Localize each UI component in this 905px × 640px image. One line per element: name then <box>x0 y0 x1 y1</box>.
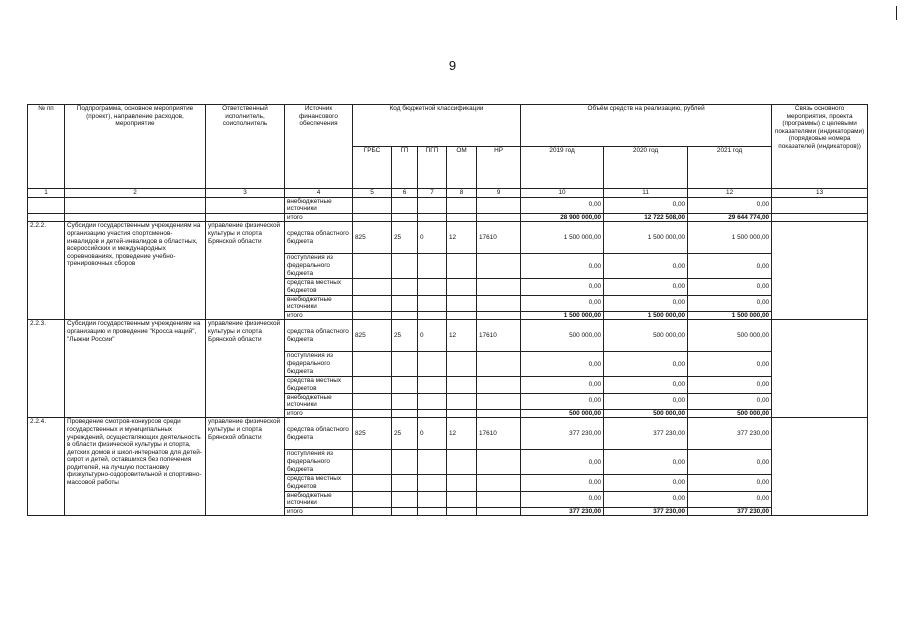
column-number: 6 <box>392 189 418 198</box>
column-number: 7 <box>418 189 447 198</box>
source-cell: итого <box>285 213 353 222</box>
source-cell: поступления из федерального бюджета <box>285 254 353 279</box>
amount-2020: 0,00 <box>604 197 688 213</box>
source-cell: средства областного бюджета <box>285 222 353 254</box>
source-cell: итого <box>285 507 353 516</box>
column-number: 3 <box>206 189 285 198</box>
source-cell: средства местных бюджетов <box>285 475 353 491</box>
code-nr: 17610 <box>477 418 521 450</box>
amount-2020: 0,00 <box>604 450 688 475</box>
total-2021: 29 644 774,00 <box>688 213 772 222</box>
budget-table <box>27 104 868 516</box>
section-executor: управление физической культуры и спорта Брянской области <box>206 418 285 516</box>
amount-2020: 0,00 <box>604 393 688 409</box>
amount-2019: 377 230,00 <box>521 418 604 450</box>
amount-2019: 0,00 <box>521 197 604 213</box>
amount-2021: 0,00 <box>688 450 772 475</box>
amount-2019: 500 000,00 <box>521 320 604 352</box>
table-row <box>28 418 868 450</box>
amount-2021: 0,00 <box>688 352 772 377</box>
header-grbs: ГРБС <box>353 147 392 189</box>
section-name: Субсидии государственным учреждениям на организацию участия спортсменов-инвалидов и детей-инвалидов в областных, всероссийских и международных соревнованиях, проведение учебно-тренировочных сборов <box>65 222 206 320</box>
amount-2020: 500 000,00 <box>604 320 688 352</box>
header-source: Источник финансового обеспечения <box>285 105 353 189</box>
amount-2020: 1 500 000,00 <box>604 222 688 254</box>
section-name: Субсидии государственным учреждениям на организацию и проведение "Кросса наций", "Лыжни России" <box>65 320 206 418</box>
code-nr: 17610 <box>477 222 521 254</box>
header-program: Подпрограмма, основное мероприятие (проект), направление расходов, мероприятие <box>65 105 206 189</box>
amount-2019: 0,00 <box>521 450 604 475</box>
section-executor: управление физической культуры и спорта Брянской области <box>206 222 285 320</box>
total-2020: 12 722 508,00 <box>604 213 688 222</box>
code-om: 12 <box>447 418 477 450</box>
column-number: 9 <box>477 189 521 198</box>
amount-2020: 0,00 <box>604 295 688 311</box>
code-om: 12 <box>447 320 477 352</box>
column-number: 5 <box>353 189 392 198</box>
column-number: 10 <box>521 189 604 198</box>
column-number: 12 <box>688 189 772 198</box>
section-number: 2.2.2. <box>28 222 65 320</box>
total-2020: 1 500 000,00 <box>604 311 688 320</box>
section-name: Проведение смотров-конкурсов среди государственных и муниципальных учреждений, осуществляющих деятельность в области физической культуры и спорта, детских домов и школ-интернатов для детей-сирот и детей, оставшихся без попечения родителей, на лучшую постановку физкультурно-оздоровительной и спортивно-массовой работы <box>65 418 206 516</box>
header-budget-code: Код бюджетной классификации <box>353 105 521 147</box>
amount-2019: 1 500 000,00 <box>521 222 604 254</box>
table-row <box>28 320 868 352</box>
total-2019: 377 230,00 <box>521 507 604 516</box>
amount-2019: 0,00 <box>521 295 604 311</box>
amount-2021: 0,00 <box>688 295 772 311</box>
header-num: № пп <box>28 105 65 189</box>
amount-2021: 0,00 <box>688 393 772 409</box>
source-cell: средства местных бюджетов <box>285 377 353 393</box>
amount-2021: 0,00 <box>688 254 772 279</box>
amount-2019: 0,00 <box>521 279 604 295</box>
amount-2020: 0,00 <box>604 491 688 507</box>
total-2020: 500 000,00 <box>604 409 688 418</box>
amount-2019: 0,00 <box>521 475 604 491</box>
header-indicators: Связь основного мероприятия, проекта (программы) с целевыми показателями (индикаторами) (порядковые номера показателей (индикаторов)) <box>772 105 868 189</box>
column-number: 13 <box>772 189 868 198</box>
table-row-total <box>28 213 868 222</box>
amount-2021: 1 500 000,00 <box>688 222 772 254</box>
column-numbers-row <box>28 189 868 198</box>
column-number: 4 <box>285 189 353 198</box>
header-pgp: ПГП <box>418 147 447 189</box>
column-number: 1 <box>28 189 65 198</box>
table-header <box>28 105 868 198</box>
code-gp: 25 <box>392 418 418 450</box>
amount-2020: 0,00 <box>604 352 688 377</box>
amount-2021: 0,00 <box>688 475 772 491</box>
source-cell: итого <box>285 311 353 320</box>
code-grbs: 825 <box>353 222 392 254</box>
amount-2019: 0,00 <box>521 393 604 409</box>
header-nr: НР <box>477 147 521 189</box>
code-pgp: 0 <box>418 418 447 450</box>
code-nr: 17610 <box>477 320 521 352</box>
amount-2019: 0,00 <box>521 254 604 279</box>
amount-2020: 0,00 <box>604 377 688 393</box>
amount-2020: 0,00 <box>604 254 688 279</box>
source-cell: итого <box>285 409 353 418</box>
total-2020: 377 230,00 <box>604 507 688 516</box>
total-2021: 377 230,00 <box>688 507 772 516</box>
source-cell: средства областного бюджета <box>285 418 353 450</box>
amount-2021: 377 230,00 <box>688 418 772 450</box>
column-number: 8 <box>447 189 477 198</box>
amount-2019: 0,00 <box>521 352 604 377</box>
header-om: ОМ <box>447 147 477 189</box>
table-row <box>28 222 868 254</box>
section-number: 2.2.3. <box>28 320 65 418</box>
header-year-2020: 2020 год <box>604 147 688 189</box>
amount-2020: 377 230,00 <box>604 418 688 450</box>
header-year-2019: 2019 год <box>521 147 604 189</box>
total-2019: 28 900 000,00 <box>521 213 604 222</box>
amount-2019: 0,00 <box>521 491 604 507</box>
code-pgp: 0 <box>418 320 447 352</box>
page-number: 9 <box>448 58 457 73</box>
amount-2020: 0,00 <box>604 475 688 491</box>
source-cell: средства областного бюджета <box>285 320 353 352</box>
section-executor: управление физической культуры и спорта Брянской области <box>206 320 285 418</box>
column-number: 11 <box>604 189 688 198</box>
page-edge-mark <box>896 6 897 20</box>
total-2019: 1 500 000,00 <box>521 311 604 320</box>
amount-2021: 0,00 <box>688 377 772 393</box>
header-year-2021: 2021 год <box>688 147 772 189</box>
source-cell: средства местных бюджетов <box>285 279 353 295</box>
code-grbs: 825 <box>353 418 392 450</box>
source-cell: внебюджетные источники <box>285 393 353 409</box>
amount-2021: 0,00 <box>688 491 772 507</box>
amount-2019: 0,00 <box>521 377 604 393</box>
column-number: 2 <box>65 189 206 198</box>
code-gp: 25 <box>392 320 418 352</box>
source-cell: поступления из федерального бюджета <box>285 450 353 475</box>
total-2021: 500 000,00 <box>688 409 772 418</box>
source-cell: внебюджетные источники <box>285 197 353 213</box>
header-volume: Объём средств на реализацию, рублей <box>521 105 772 147</box>
amount-2021: 500 000,00 <box>688 320 772 352</box>
amount-2021: 0,00 <box>688 279 772 295</box>
source-cell: поступления из федерального бюджета <box>285 352 353 377</box>
code-om: 12 <box>447 222 477 254</box>
amount-2020: 0,00 <box>604 279 688 295</box>
total-2021: 1 500 000,00 <box>688 311 772 320</box>
code-gp: 25 <box>392 222 418 254</box>
section-number: 2.2.4. <box>28 418 65 516</box>
header-gp: ГП <box>392 147 418 189</box>
header-executor: Ответственный исполнитель, соисполнитель <box>206 105 285 189</box>
code-grbs: 825 <box>353 320 392 352</box>
code-pgp: 0 <box>418 222 447 254</box>
table-row <box>28 197 868 213</box>
source-cell: внебюджетные источники <box>285 295 353 311</box>
source-cell: внебюджетные источники <box>285 491 353 507</box>
amount-2021: 0,00 <box>688 197 772 213</box>
total-2019: 500 000,00 <box>521 409 604 418</box>
